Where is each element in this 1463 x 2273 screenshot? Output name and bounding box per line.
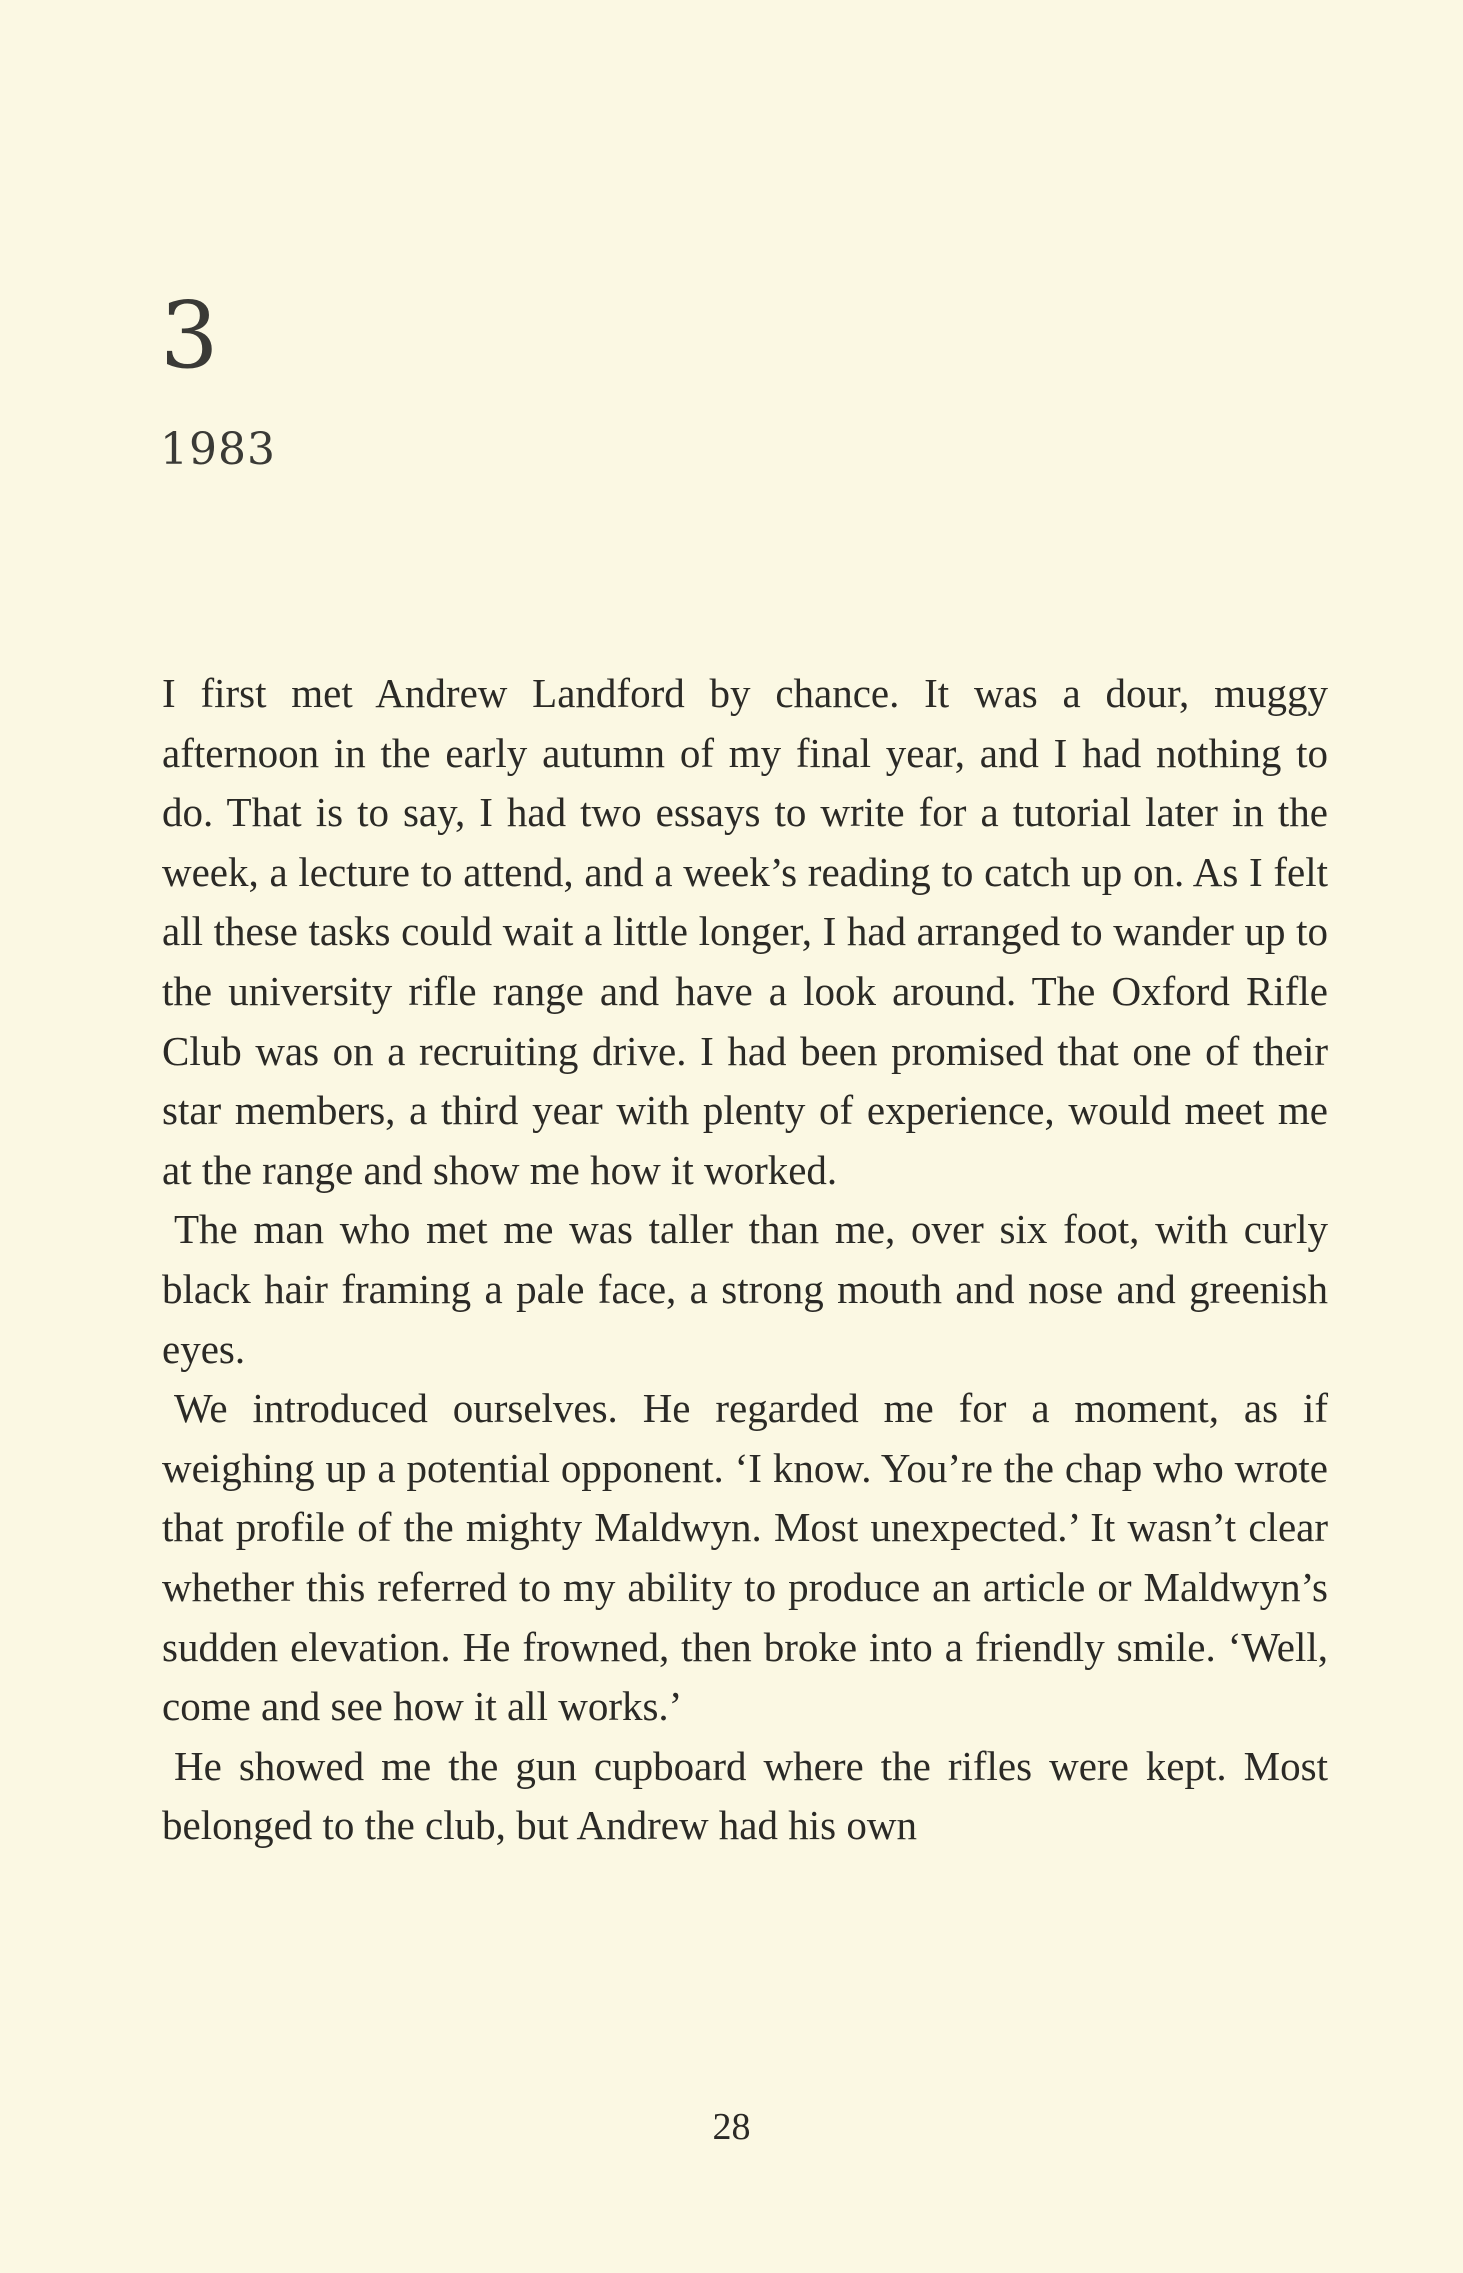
chapter-year: 1983 [160,424,276,475]
paragraph-2: The man who met me was taller than me, over six foot, with curly black hair framing a pale face, a strong mouth and nose and greenish eyes. [162,1206,1328,1372]
paragraph-3: We introduced ourselves. He regarded me for a moment, as if weighing up a potential opponent. ‘I know. You’re the chap who wrote that profile of the mighty Maldwyn. Most unexpected.’ It wasn’t clear whether this referred to my ability to produce an article or Maldwyn’s sudden elevation. He frowned, then broke into a friendly smile. ‘Well, come and see how it all works.’ [162,1385,1328,1730]
paragraph-1: I first met Andrew Landford by chance. It was a dour, muggy afternoon in the early autumn of my final year, and I had nothing to do. That is to say, I had two essays to write for a tutorial later in the week, a lecture to attend, and a week’s reading to catch up on. As I felt all these tasks could wait a little longer, I had arranged to wander up to the university rifle range and have a look around. The Oxford Rifle Club was on a recruiting drive. I had been promised that one of their star members, a third year with plenty of experience, would meet me at the range and show me how it worked. [162,670,1328,1193]
chapter-number: 3 [160,282,219,389]
body-text [162,664,1328,1856]
page-number: 28 [712,2106,751,2148]
paragraph-4: He showed me the gun cupboard where the rifles were kept. Most belonged to the club, but Andrew had his own [162,1742,1328,1849]
